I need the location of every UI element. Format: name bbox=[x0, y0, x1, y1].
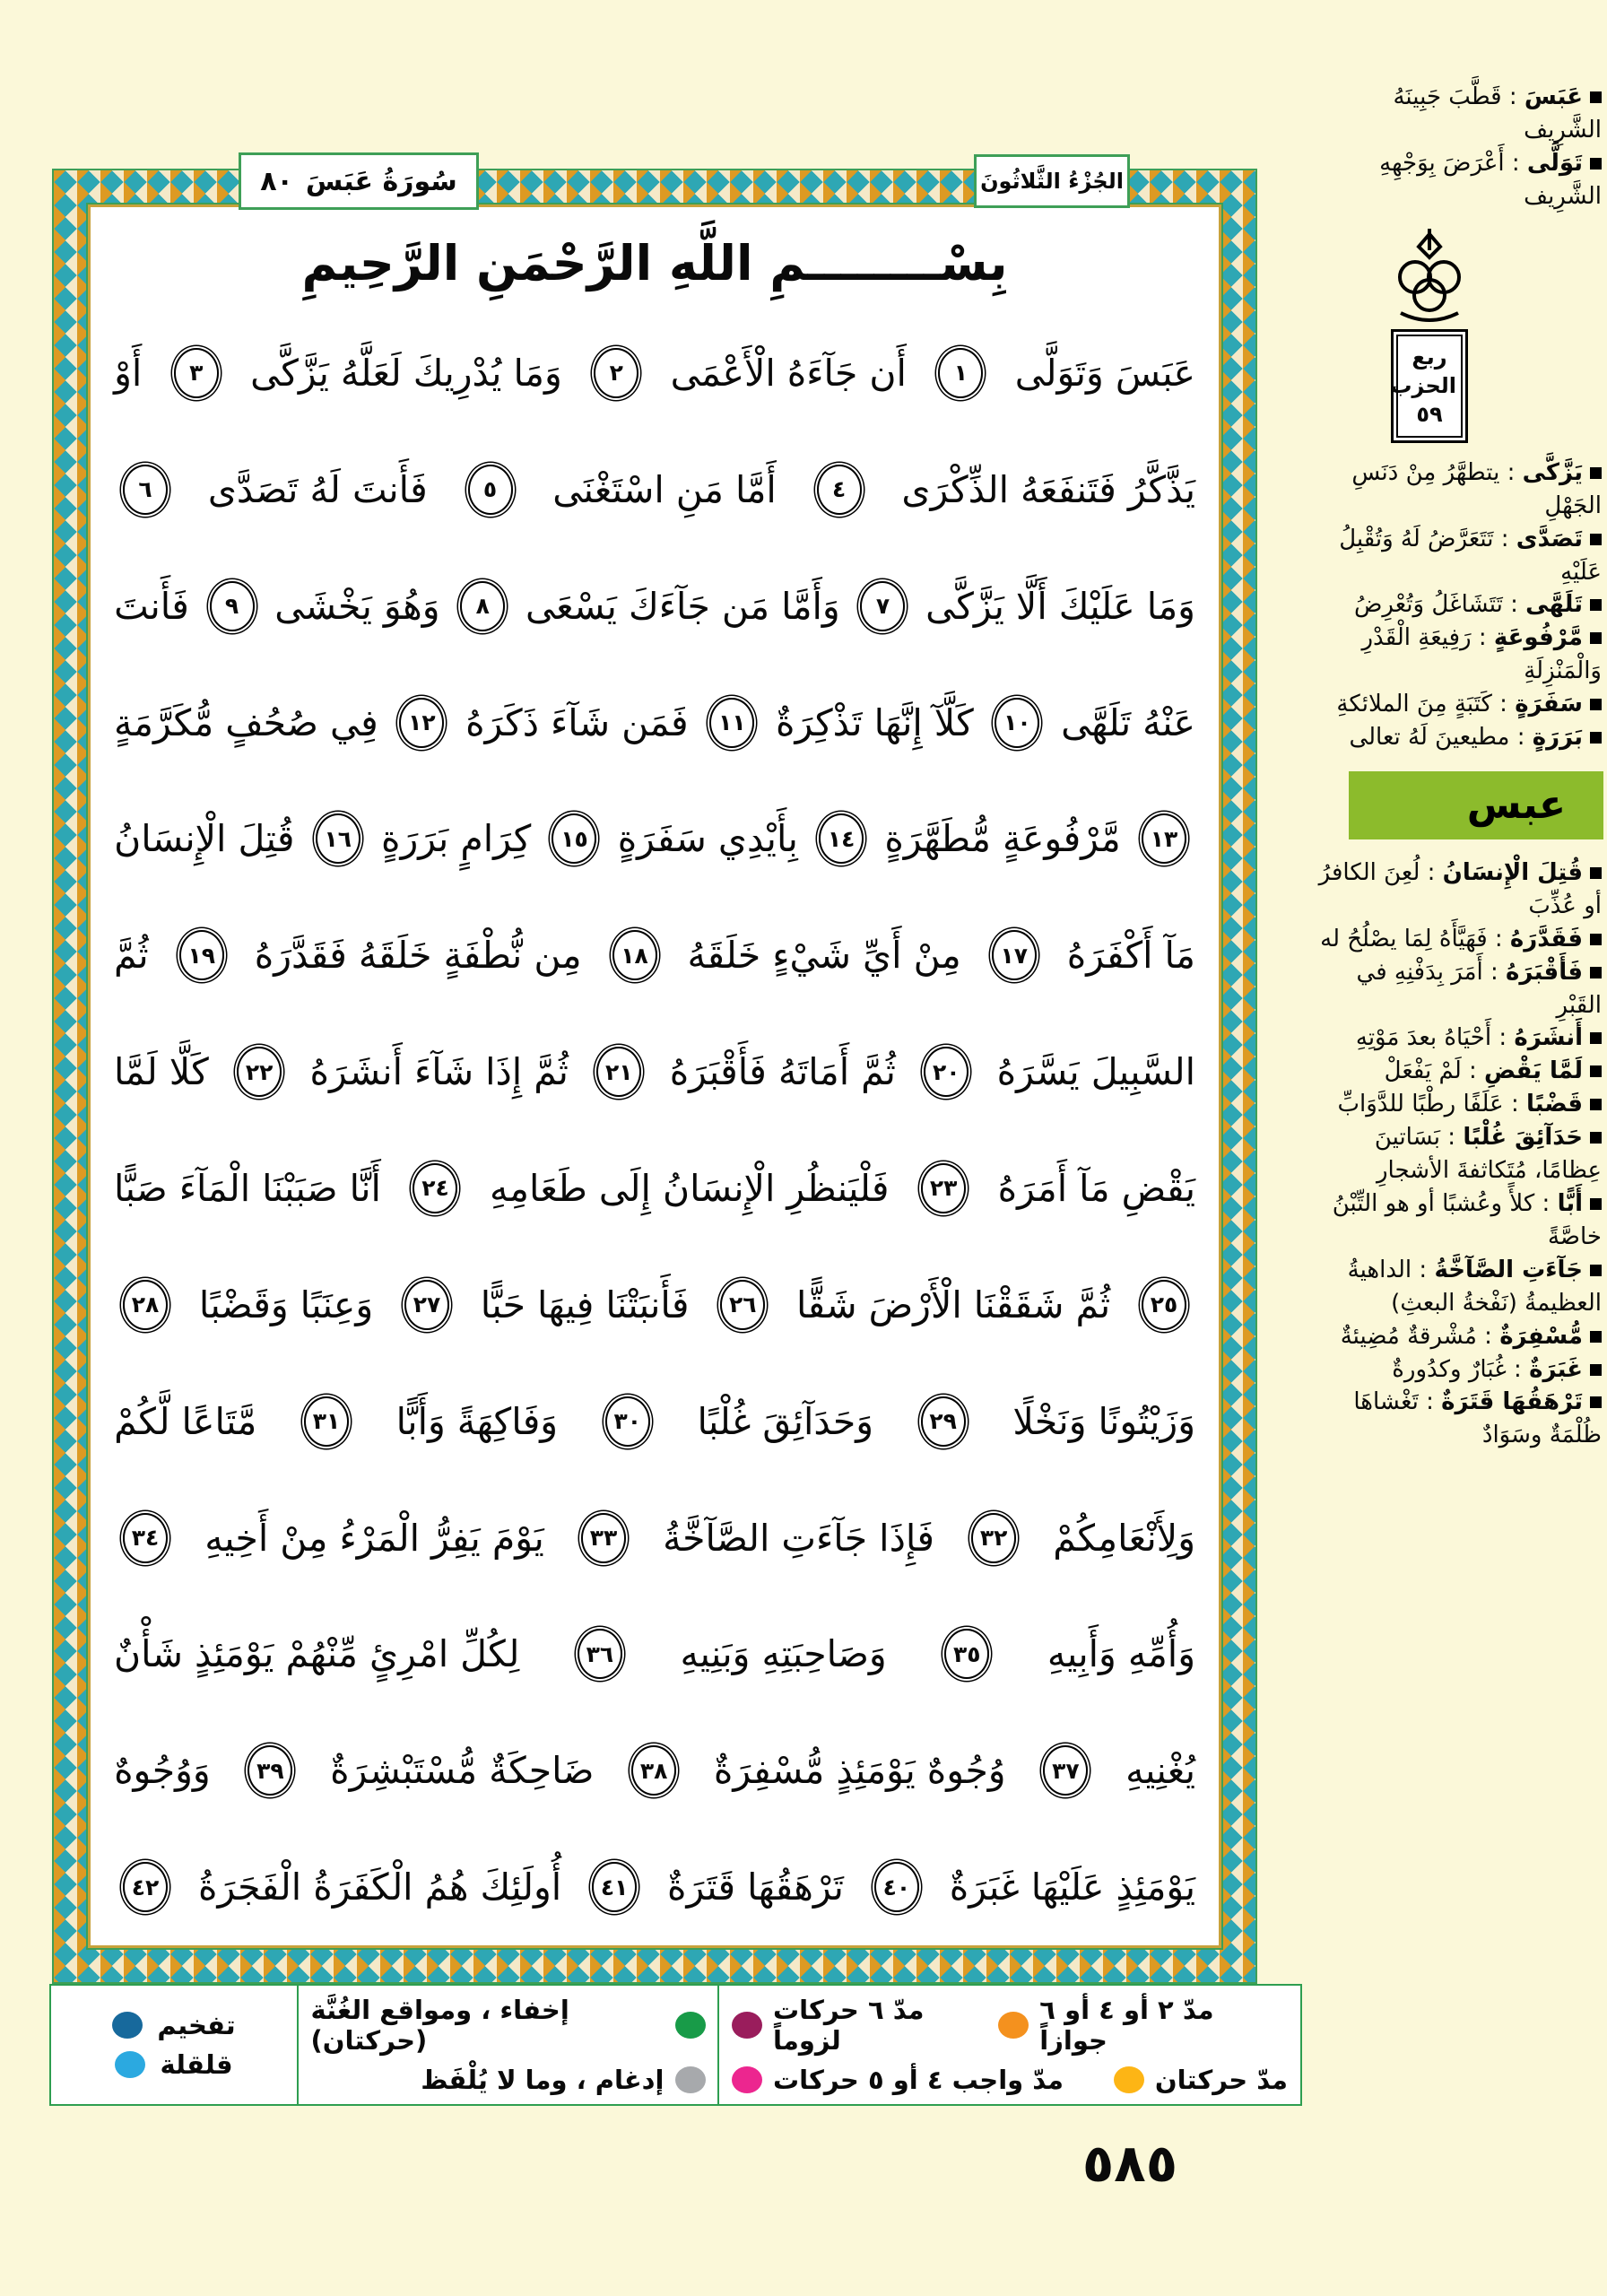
note-bullet-icon bbox=[1590, 732, 1602, 744]
ayah-end-marker: ٥ bbox=[468, 465, 513, 515]
legend-color-dot bbox=[112, 2012, 143, 2039]
ayah-end-marker: ٢٢ bbox=[237, 1047, 282, 1097]
verse-text: السَّبِيلَ يَسَّرَهُ bbox=[996, 1050, 1195, 1094]
verse-text: فَإِذَا جَآءَتِ الصَّآخَّةُ bbox=[663, 1516, 934, 1560]
legend-row bbox=[64, 2010, 284, 2040]
mushaf-line bbox=[114, 431, 1195, 548]
margin-note bbox=[1311, 1353, 1602, 1387]
note-definition: : مطيعينَ لَهُ تعالى bbox=[1349, 724, 1533, 752]
verse-text: كِرَامٍ بَرَرَةٍ bbox=[380, 817, 532, 861]
verse-text: أَمَّا مَنِ اسْتَغْنَى bbox=[552, 467, 777, 511]
verse-text: أَن جَآءَهُ الْأَعْمَى bbox=[670, 351, 907, 395]
margin-note bbox=[1311, 81, 1602, 147]
hizb-word-2: الحزب bbox=[1390, 373, 1456, 399]
verse-text: فِي صُحُفٍ مُّكَرَّمَةٍ bbox=[114, 700, 378, 744]
legend-item bbox=[1114, 2065, 1288, 2095]
legend-label: تفخيم bbox=[157, 2010, 236, 2040]
ayah-end-marker: ١٦ bbox=[316, 813, 360, 864]
verse-text: ثُمَّ bbox=[114, 934, 149, 978]
verse-text: مَّرْفُوعَةٍ مُّطَهَّرَةٍ bbox=[884, 817, 1121, 861]
verse-text: فَأَنتَ bbox=[114, 584, 189, 628]
note-definition: : قَطَّبَ جَبِينَهُ الشَّرِيف bbox=[1393, 83, 1602, 144]
surah-header-title: سُورَةُ عَبَسَ bbox=[305, 165, 457, 197]
ayah-end-marker: ٤٢ bbox=[123, 1862, 168, 1912]
note-term: غَبَرَةٌ bbox=[1529, 1355, 1583, 1383]
margin-note bbox=[1311, 721, 1602, 754]
note-term: تَوَلَّى bbox=[1526, 149, 1583, 177]
ayah-end-marker: ٢٠ bbox=[924, 1047, 969, 1097]
legend-cell-ghunnah bbox=[297, 1984, 720, 2106]
legend-color-dot bbox=[732, 2012, 762, 2039]
margin-note bbox=[1311, 1022, 1602, 1055]
mushaf-line bbox=[114, 548, 1195, 665]
legend-color-dot bbox=[1114, 2066, 1144, 2093]
ayah-end-marker: ٣٠ bbox=[605, 1396, 650, 1447]
ayah-end-marker: ٢ bbox=[594, 348, 638, 398]
verse-text: يَقْضِ مَآ أَمَرَهُ bbox=[997, 1166, 1195, 1210]
surah-name-label: عبس bbox=[1349, 771, 1603, 839]
mushaf-line bbox=[114, 780, 1195, 897]
note-definition: : لُعِنَ الكافرُ أو عُذِّبَ bbox=[1318, 858, 1602, 919]
ayah-end-marker: ١٠ bbox=[995, 698, 1039, 748]
note-term: فَأَقْبَرَهُ bbox=[1506, 958, 1583, 986]
ayah-end-marker: ٣٣ bbox=[581, 1513, 626, 1563]
note-definition: : يتطهَّرُ مِنْ دَنَسِ الجَهْلِ bbox=[1351, 458, 1602, 519]
legend-item bbox=[732, 1995, 998, 2056]
ayah-end-marker: ٣٩ bbox=[248, 1745, 292, 1796]
ayah-end-marker: ١٨ bbox=[612, 930, 657, 980]
ayah-end-marker: ٣٤ bbox=[123, 1513, 168, 1563]
ayah-end-marker: ٢٣ bbox=[921, 1163, 966, 1213]
verse-text: فَلْيَنظُرِ الْإِنسَانُ إِلَى طَعَامِهِ bbox=[490, 1166, 890, 1210]
mushaf-line bbox=[114, 1013, 1195, 1130]
surah-header-box bbox=[239, 152, 479, 210]
ayah-end-marker: ١٩ bbox=[179, 930, 224, 980]
verse-text: كَلَّآ إِنَّهَا تَذْكِرَةٌ bbox=[775, 700, 974, 744]
verse-text: وَفَاكِهَةً وَأَبًّا bbox=[395, 1399, 559, 1443]
ayah-end-marker: ١٣ bbox=[1142, 813, 1186, 864]
note-term: فَقَدَّرَهُ bbox=[1509, 925, 1583, 952]
margin-note bbox=[1311, 956, 1602, 1022]
verse-text: ثُمَّ شَقَقْنَا الْأَرْضَ شَقًّا bbox=[796, 1283, 1111, 1326]
note-bullet-icon bbox=[1590, 91, 1602, 103]
note-definition: : الداهيةُ العظيمةُ (نَفْخةُ البعثِ) bbox=[1347, 1256, 1602, 1317]
note-definition: : لَمْ يَفْعَلْ bbox=[1384, 1057, 1485, 1085]
legend-row bbox=[64, 2049, 284, 2080]
legend-color-dot bbox=[998, 2012, 1029, 2039]
legend-color-dot bbox=[115, 2051, 145, 2078]
legend-row bbox=[732, 2065, 1288, 2095]
ornamental-frame bbox=[52, 169, 1257, 1984]
margin-note bbox=[1311, 147, 1602, 213]
legend-label: مدّ ٦ حركات لزوماً bbox=[773, 1995, 925, 2056]
ayah-end-marker: ٣٥ bbox=[944, 1629, 989, 1679]
verse-text: يَوْمَ يَفِرُّ الْمَرْءُ مِنْ أَخِيهِ bbox=[204, 1516, 544, 1560]
tajweed-legend bbox=[49, 1984, 1307, 2106]
surah-header-number: ٨٠ bbox=[260, 165, 293, 197]
note-term: يَزَّكَّى bbox=[1522, 458, 1583, 486]
margin-note bbox=[1311, 1320, 1602, 1353]
note-bullet-icon bbox=[1590, 1132, 1602, 1144]
notes-top bbox=[1311, 81, 1602, 213]
note-term: تَصَدَّى bbox=[1516, 525, 1583, 552]
hizb-number-box bbox=[1391, 329, 1468, 443]
note-bullet-icon bbox=[1590, 1364, 1602, 1376]
note-bullet-icon bbox=[1590, 699, 1602, 710]
page-number: ٥٨٥ bbox=[1081, 2133, 1178, 2194]
note-bullet-icon bbox=[1590, 1331, 1602, 1343]
note-bullet-icon bbox=[1590, 1032, 1602, 1044]
verse-text: وَعِنَبًا وَقَضْبًا bbox=[198, 1283, 374, 1326]
legend-row bbox=[311, 1995, 706, 2056]
note-bullet-icon bbox=[1590, 867, 1602, 879]
note-term: أَبًّا bbox=[1557, 1190, 1583, 1218]
note-bullet-icon bbox=[1590, 534, 1602, 545]
note-definition: : عَلَفًا رطْبًا للدَّوَابِّ bbox=[1337, 1091, 1526, 1118]
notes-bottom bbox=[1311, 857, 1602, 1452]
verse-text: ضَاحِكَةٌ مُّسْتَبْشِرَةٌ bbox=[330, 1749, 595, 1793]
ayah-end-marker: ٣١ bbox=[304, 1396, 349, 1447]
mushaf-line bbox=[114, 1712, 1195, 1829]
note-definition: : تَتَشَاغَلُ وَتُعْرِضُ bbox=[1353, 591, 1526, 619]
ayah-end-marker: ٣٧ bbox=[1043, 1745, 1088, 1796]
ayah-end-marker: ٣٦ bbox=[578, 1629, 622, 1679]
verse-text: تَرْهَقُهَا قَتَرَةٌ bbox=[667, 1866, 844, 1909]
ayah-end-marker: ٢٨ bbox=[123, 1280, 168, 1330]
legend-label: مدّ واجب ٤ أو ٥ حركات bbox=[773, 2065, 1064, 2095]
margin-note bbox=[1311, 923, 1602, 956]
rub-hizb-marker bbox=[1311, 227, 1548, 443]
note-definition: : أَعْرَضَ بِوَجْهِهِ الشَّرِيف bbox=[1379, 149, 1602, 210]
verse-text: وَصَاحِبَتِهِ وَبَنِيهِ bbox=[680, 1632, 887, 1676]
verse-text: كَلَّا لَمَّا bbox=[114, 1050, 209, 1094]
note-definition: : فَهَيَّأَهُ لِمَا يصْلُحُ له bbox=[1320, 925, 1510, 952]
note-bullet-icon bbox=[1590, 1099, 1602, 1110]
note-definition: : بَسَاتينَ عِظامًا، مُتَكاثفةَ الأشجارِ bbox=[1374, 1124, 1602, 1185]
note-bullet-icon bbox=[1590, 599, 1602, 611]
legend-color-dot bbox=[732, 2066, 762, 2093]
mushaf-line bbox=[114, 1247, 1195, 1363]
margin-note bbox=[1311, 523, 1602, 589]
margin-note bbox=[1311, 857, 1602, 923]
verse-text: مَّتَاعًا لَّكُمْ bbox=[114, 1399, 257, 1443]
legend-label: إخفاء ، ومواقع الغُنَّة (حركتان) bbox=[310, 1995, 569, 2056]
verse-text: وَحَدَآئِقَ غُلْبًا bbox=[697, 1399, 874, 1443]
margin-note bbox=[1311, 688, 1602, 721]
verse-text: ثُمَّ إِذَا شَآءَ أَنشَرَهُ bbox=[309, 1050, 569, 1094]
margin-note bbox=[1311, 622, 1602, 688]
note-term: قَضْبًا bbox=[1525, 1091, 1583, 1118]
ayah-end-marker: ٨ bbox=[460, 581, 505, 631]
ayah-end-marker: ١٥ bbox=[552, 813, 596, 864]
ayah-end-marker: ٢٧ bbox=[404, 1280, 449, 1330]
ayah-end-marker: ١ bbox=[938, 348, 983, 398]
verse-text: عَنْهُ تَلَهَّى bbox=[1061, 700, 1195, 744]
ayah-end-marker: ٤١ bbox=[592, 1862, 637, 1912]
verse-text: يُغْنِيهِ bbox=[1125, 1749, 1195, 1793]
margin-note bbox=[1311, 1088, 1602, 1121]
verse-text: وَوُجُوهٌ bbox=[114, 1749, 211, 1793]
verse-text: عَبَسَ وَتَوَلَّى bbox=[1014, 351, 1195, 395]
note-definition: : غُبَارٌ وكدُورةٌ bbox=[1392, 1355, 1530, 1383]
ayah-end-marker: ٢٤ bbox=[413, 1163, 457, 1213]
note-term: تَرْهَقُهَا قَتَرَةٌ bbox=[1441, 1388, 1583, 1416]
mushaf-line bbox=[114, 665, 1195, 781]
hizb-number: ٥٩ bbox=[1416, 402, 1443, 428]
ayah-end-marker: ٢١ bbox=[596, 1047, 641, 1097]
note-definition: : كَتَبَةٍ مِنَ الملائكةِ bbox=[1336, 691, 1516, 718]
verse-text: أُولَئِكَ هُمُ الْكَفَرَةُ الْفَجَرَةُ bbox=[197, 1866, 562, 1909]
note-definition: : أَحْيَاهُ بعدَ مَوْتِهِ bbox=[1355, 1024, 1515, 1052]
legend-color-dot bbox=[675, 2012, 706, 2039]
note-bullet-icon bbox=[1590, 967, 1602, 978]
ayah-end-marker: ٤٠ bbox=[874, 1862, 919, 1912]
verse-text: يَوْمَئِذٍ عَلَيْهَا غَبَرَةٌ bbox=[949, 1866, 1195, 1909]
mushaf-line bbox=[114, 897, 1195, 1013]
mushaf-line bbox=[114, 1363, 1195, 1480]
ayah-end-marker: ١٧ bbox=[992, 930, 1037, 980]
verse-text: فَمَن شَآءَ ذَكَرَهُ bbox=[465, 700, 689, 744]
verse-text: أَوْ bbox=[114, 351, 143, 395]
hizb-ornament-icon bbox=[1388, 227, 1471, 326]
ayah-end-marker: ١٤ bbox=[819, 813, 864, 864]
basmala: بِسْــــــــمِ اللَّهِ الرَّحْمَنِ الرَّحِيمِ bbox=[301, 234, 1008, 291]
mushaf-line bbox=[114, 315, 1195, 431]
legend-item bbox=[732, 2065, 1064, 2095]
juz-header-title: الجُزْءُ الثَّلاثُونَ bbox=[980, 169, 1124, 194]
margin-note bbox=[1311, 588, 1602, 622]
ayah-end-marker: ٣٨ bbox=[631, 1745, 676, 1796]
verse-text: بِأَيْدِي سَفَرَةٍ bbox=[617, 817, 798, 861]
verse-text: مِنْ أَيِّ شَيْءٍ خَلَقَهُ bbox=[687, 934, 961, 978]
note-term: بَرَرَةٍ bbox=[1532, 724, 1583, 752]
note-bullet-icon bbox=[1590, 467, 1602, 479]
mushaf-line bbox=[114, 1596, 1195, 1712]
margin-note bbox=[1311, 1121, 1602, 1187]
note-definition: : كلأً وعُشبًا أو هو التِّبْنُ خاصَّةً bbox=[1332, 1190, 1602, 1250]
note-term: قُتِلَ الْإِنسَانُ bbox=[1442, 858, 1583, 886]
notes-mid bbox=[1311, 457, 1602, 754]
legend-cell-madd bbox=[717, 1984, 1302, 2106]
verse-text: وَمَا عَلَيْكَ أَلَّا يَزَّكَّى bbox=[925, 584, 1195, 628]
legend-item bbox=[998, 1995, 1288, 2056]
mushaf-line bbox=[114, 1130, 1195, 1247]
verse-text: مَآ أَكْفَرَهُ bbox=[1066, 934, 1195, 978]
note-term: أَنشَرَهُ bbox=[1514, 1024, 1583, 1052]
note-term: حَدَآئِقَ غُلْبًا bbox=[1463, 1124, 1583, 1152]
verse-text: يَذَّكَّرُ فَتَنفَعَهُ الذِّكْرَى bbox=[901, 467, 1195, 511]
margin-note bbox=[1311, 457, 1602, 523]
note-term: تَلَهَّى bbox=[1525, 591, 1583, 619]
note-bullet-icon bbox=[1590, 158, 1602, 170]
ayah-end-marker: ٢٩ bbox=[921, 1396, 966, 1447]
note-bullet-icon bbox=[1590, 1265, 1602, 1276]
note-definition: : تَغْشاهَا ظُلْمَةٌ وسَوَادٌ bbox=[1353, 1388, 1602, 1449]
mushaf-line bbox=[114, 1480, 1195, 1596]
ayah-end-marker: ٢٥ bbox=[1142, 1280, 1186, 1330]
note-term: جَآءَتِ الصَّآخَّةُ bbox=[1434, 1256, 1583, 1283]
hizb-word-1: ربع bbox=[1412, 344, 1447, 370]
legend-row bbox=[732, 1995, 1288, 2056]
ayah-end-marker: ٩ bbox=[210, 581, 255, 631]
margin-note bbox=[1311, 1055, 1602, 1088]
mushaf-line bbox=[114, 1829, 1195, 1945]
ayah-end-marker: ٢٦ bbox=[720, 1280, 765, 1330]
note-term: عَبَسَ bbox=[1524, 83, 1583, 110]
verse-text: مِن نُّطْفَةٍ خَلَقَهُ فَقَدَّرَهُ bbox=[254, 934, 582, 978]
verse-text: وَهُوَ يَخْشَى bbox=[274, 584, 440, 628]
mushaf-lines bbox=[114, 315, 1195, 1945]
note-definition: : أَمَرَ بِدَفْنِهِ في القَبْرِ bbox=[1356, 958, 1602, 1019]
note-term: سَفَرَةٍ bbox=[1515, 691, 1583, 718]
ayah-end-marker: ٧ bbox=[860, 581, 905, 631]
legend-color-dot bbox=[675, 2066, 706, 2093]
ayah-end-marker: ١٢ bbox=[399, 698, 444, 748]
note-bullet-icon bbox=[1590, 1198, 1602, 1210]
note-definition: : رَفِيعَةِ الْقَدْرِ وَالْمَنْزِلَةِ bbox=[1361, 624, 1602, 685]
margin-note bbox=[1311, 1187, 1602, 1254]
margin-note bbox=[1311, 1254, 1602, 1320]
ayah-end-marker: ٦ bbox=[123, 465, 168, 515]
margin-notes-column bbox=[1311, 81, 1602, 2117]
note-bullet-icon bbox=[1590, 1396, 1602, 1408]
mushaf-text-area bbox=[88, 204, 1221, 1948]
note-bullet-icon bbox=[1590, 1065, 1602, 1077]
verse-text: فَأَنبَتْنَا فِيهَا حَبًّا bbox=[480, 1283, 690, 1326]
verse-text: وَأُمِّهِ وَأَبِيهِ bbox=[1047, 1632, 1195, 1676]
verse-text: وَمَا يُدْرِيكَ لَعَلَّهُ يَزَّكَّى bbox=[250, 351, 562, 395]
ayah-end-marker: ٤ bbox=[817, 465, 862, 515]
legend-row bbox=[311, 2065, 706, 2095]
legend-label: مدّ حركتان bbox=[1154, 2065, 1288, 2095]
legend-label: إدغام ، وما لا يُلْفَظ bbox=[421, 2065, 665, 2095]
verse-text: وَزَيْتُونًا وَنَخْلًا bbox=[1012, 1399, 1195, 1443]
ayah-end-marker: ١١ bbox=[709, 698, 754, 748]
juz-header-box bbox=[974, 154, 1130, 208]
note-term: مَّرْفُوعَةٍ bbox=[1493, 624, 1583, 652]
legend-cell-tafkheem bbox=[49, 1984, 299, 2106]
verse-text: وُجُوهٌ يَوْمَئِذٍ مُّسْفِرَةٌ bbox=[713, 1749, 1006, 1793]
ayah-end-marker: ٣ bbox=[174, 348, 219, 398]
note-bullet-icon bbox=[1590, 632, 1602, 644]
legend-label: قلقلة bbox=[160, 2049, 233, 2080]
verse-text: أَنَّا صَبَبْنَا الْمَآءَ صَبًّا bbox=[114, 1166, 381, 1210]
note-term: لَمَّا يَقْضِ bbox=[1484, 1057, 1583, 1085]
legend-label: مدّ ٢ أو ٤ أو ٦ جوازاً bbox=[1039, 1995, 1214, 2056]
verse-text: لِكُلِّ امْرِئٍ مِّنْهُمْ يَوْمَئِذٍ شَأْنٌ bbox=[114, 1632, 520, 1676]
note-definition: : مُشْرقةٌ مُضِيئةٌ bbox=[1340, 1322, 1500, 1350]
verse-text: وَلِأَنْعَامِكُمْ bbox=[1053, 1516, 1195, 1560]
note-definition: : تَتَعَرَّضُ لَهُ وَتُقْبِلُ عَلَيْهِ bbox=[1339, 525, 1602, 586]
verse-text: ثُمَّ أَمَاتَهُ فَأَقْبَرَهُ bbox=[669, 1050, 896, 1094]
note-term: مُّسْفِرَةٌ bbox=[1499, 1322, 1583, 1350]
margin-note bbox=[1311, 1386, 1602, 1452]
note-bullet-icon bbox=[1590, 934, 1602, 945]
ayah-end-marker: ٣٢ bbox=[971, 1513, 1016, 1563]
verse-text: قُتِلَ الْإِنسَانُ bbox=[114, 817, 295, 861]
verse-text: وَأَمَّا مَن جَآءَكَ يَسْعَى bbox=[525, 584, 840, 628]
verse-text: فَأَنتَ لَهُ تَصَدَّى bbox=[207, 467, 428, 511]
